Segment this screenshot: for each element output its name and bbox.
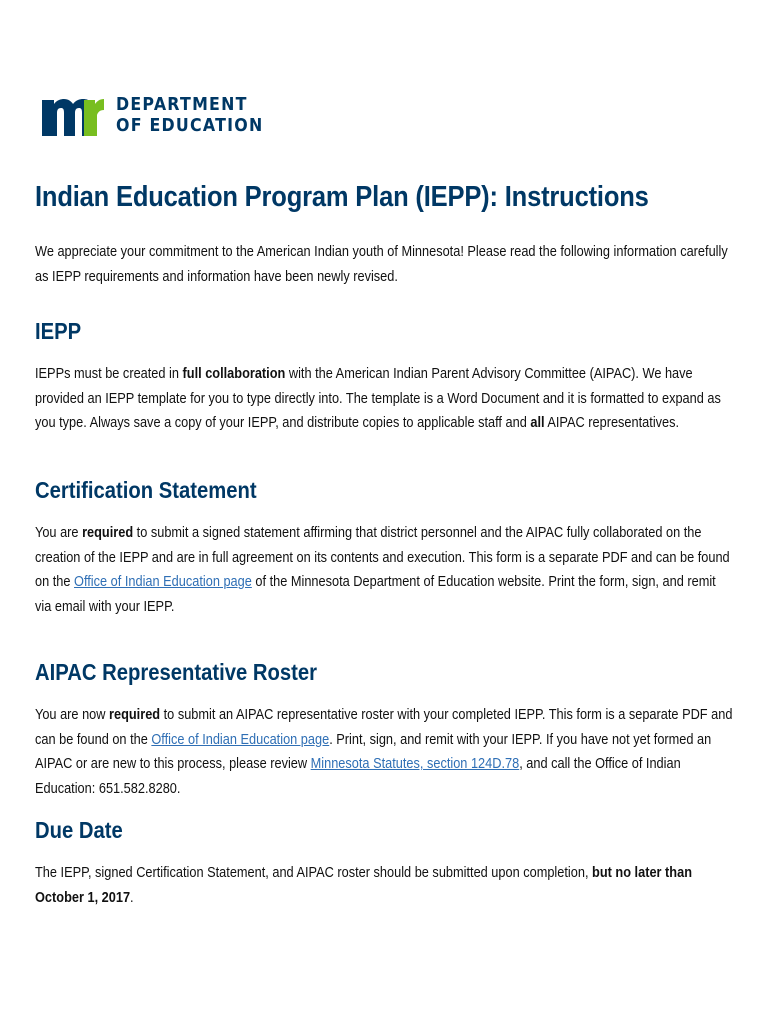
text: You are bbox=[35, 525, 83, 541]
bold-text: full collaboration bbox=[182, 366, 286, 382]
text: with the American Indian Parent Advisory Committee (AIPAC). We have provided an IEPP template for you to type directly into. The template is a Word Document and it is formatted to expand as you type. Always save a copy of your IEPP, and distribute copies to applicable staff and bbox=[35, 366, 721, 431]
section-heading-roster: AIPAC Representative Roster bbox=[35, 659, 317, 685]
section-roster bbox=[35, 659, 770, 801]
intro-paragraph: We appreciate your commitment to the American Indian youth of Minnesota! Please read the following information carefully as IEPP requirements and information have been newly revised. bbox=[35, 244, 728, 285]
office-of-indian-education-link[interactable]: Office of Indian Education page bbox=[74, 574, 252, 590]
text: . Print, sign, and remit with your IEPP. If you have not yet formed an AIPAC or are new to this process, please review bbox=[35, 731, 712, 772]
text: to submit an AIPAC representative roster with your completed IEPP. This form is a separate PDF and can be found on the bbox=[35, 707, 733, 748]
mde-logo bbox=[40, 92, 284, 138]
section-certification bbox=[35, 477, 770, 619]
section-iepp bbox=[35, 318, 770, 436]
iepp-paragraph bbox=[35, 362, 735, 436]
bold-text: required bbox=[82, 525, 134, 541]
text: You are now bbox=[35, 707, 110, 723]
bold-text: but no later than October 1, 2017 bbox=[35, 865, 693, 906]
text: to submit a signed statement affirming that district personnel and the AIPAC fully collaborated on the creation of the IEPP and are in full agreement on its contents and execution. This form is a separate PDF and can be found on the bbox=[35, 525, 730, 590]
section-due-date bbox=[35, 817, 770, 910]
logo-wordmark bbox=[116, 94, 263, 136]
due-date-paragraph bbox=[35, 861, 735, 910]
logo-line-1: DEPARTMENT bbox=[116, 94, 248, 115]
text: The IEPP, signed Certification Statement, and AIPAC roster should be submitted upon completion, bbox=[35, 865, 593, 881]
minnesota-statutes-link[interactable]: Minnesota Statutes, section 124D.78 bbox=[310, 756, 520, 772]
bold-text: all bbox=[530, 415, 545, 431]
office-of-indian-education-link[interactable]: Office of Indian Education page bbox=[151, 731, 330, 748]
intro-section bbox=[35, 240, 770, 289]
section-heading-iepp: IEPP bbox=[35, 318, 82, 344]
text: , and call the Office of Indian Education: 651.582.8280. bbox=[35, 756, 681, 797]
logo-line-2: OF EDUCATION bbox=[116, 115, 264, 136]
mn-logo-icon bbox=[40, 92, 108, 138]
text: . bbox=[130, 889, 134, 906]
section-heading-certification: Certification Statement bbox=[35, 477, 257, 503]
section-heading-due-date: Due Date bbox=[35, 817, 123, 843]
page-title: Indian Education Program Plan (IEPP): Instructions bbox=[35, 181, 649, 213]
roster-paragraph bbox=[35, 703, 735, 801]
text: IEPPs must be created in bbox=[35, 366, 183, 382]
text: of the Minnesota Department of Education website. Print the form, sign, and remit via email with your IEPP. bbox=[35, 574, 716, 615]
bold-text: required bbox=[109, 707, 161, 723]
text: AIPAC representatives. bbox=[544, 415, 680, 431]
certification-paragraph bbox=[35, 521, 735, 619]
